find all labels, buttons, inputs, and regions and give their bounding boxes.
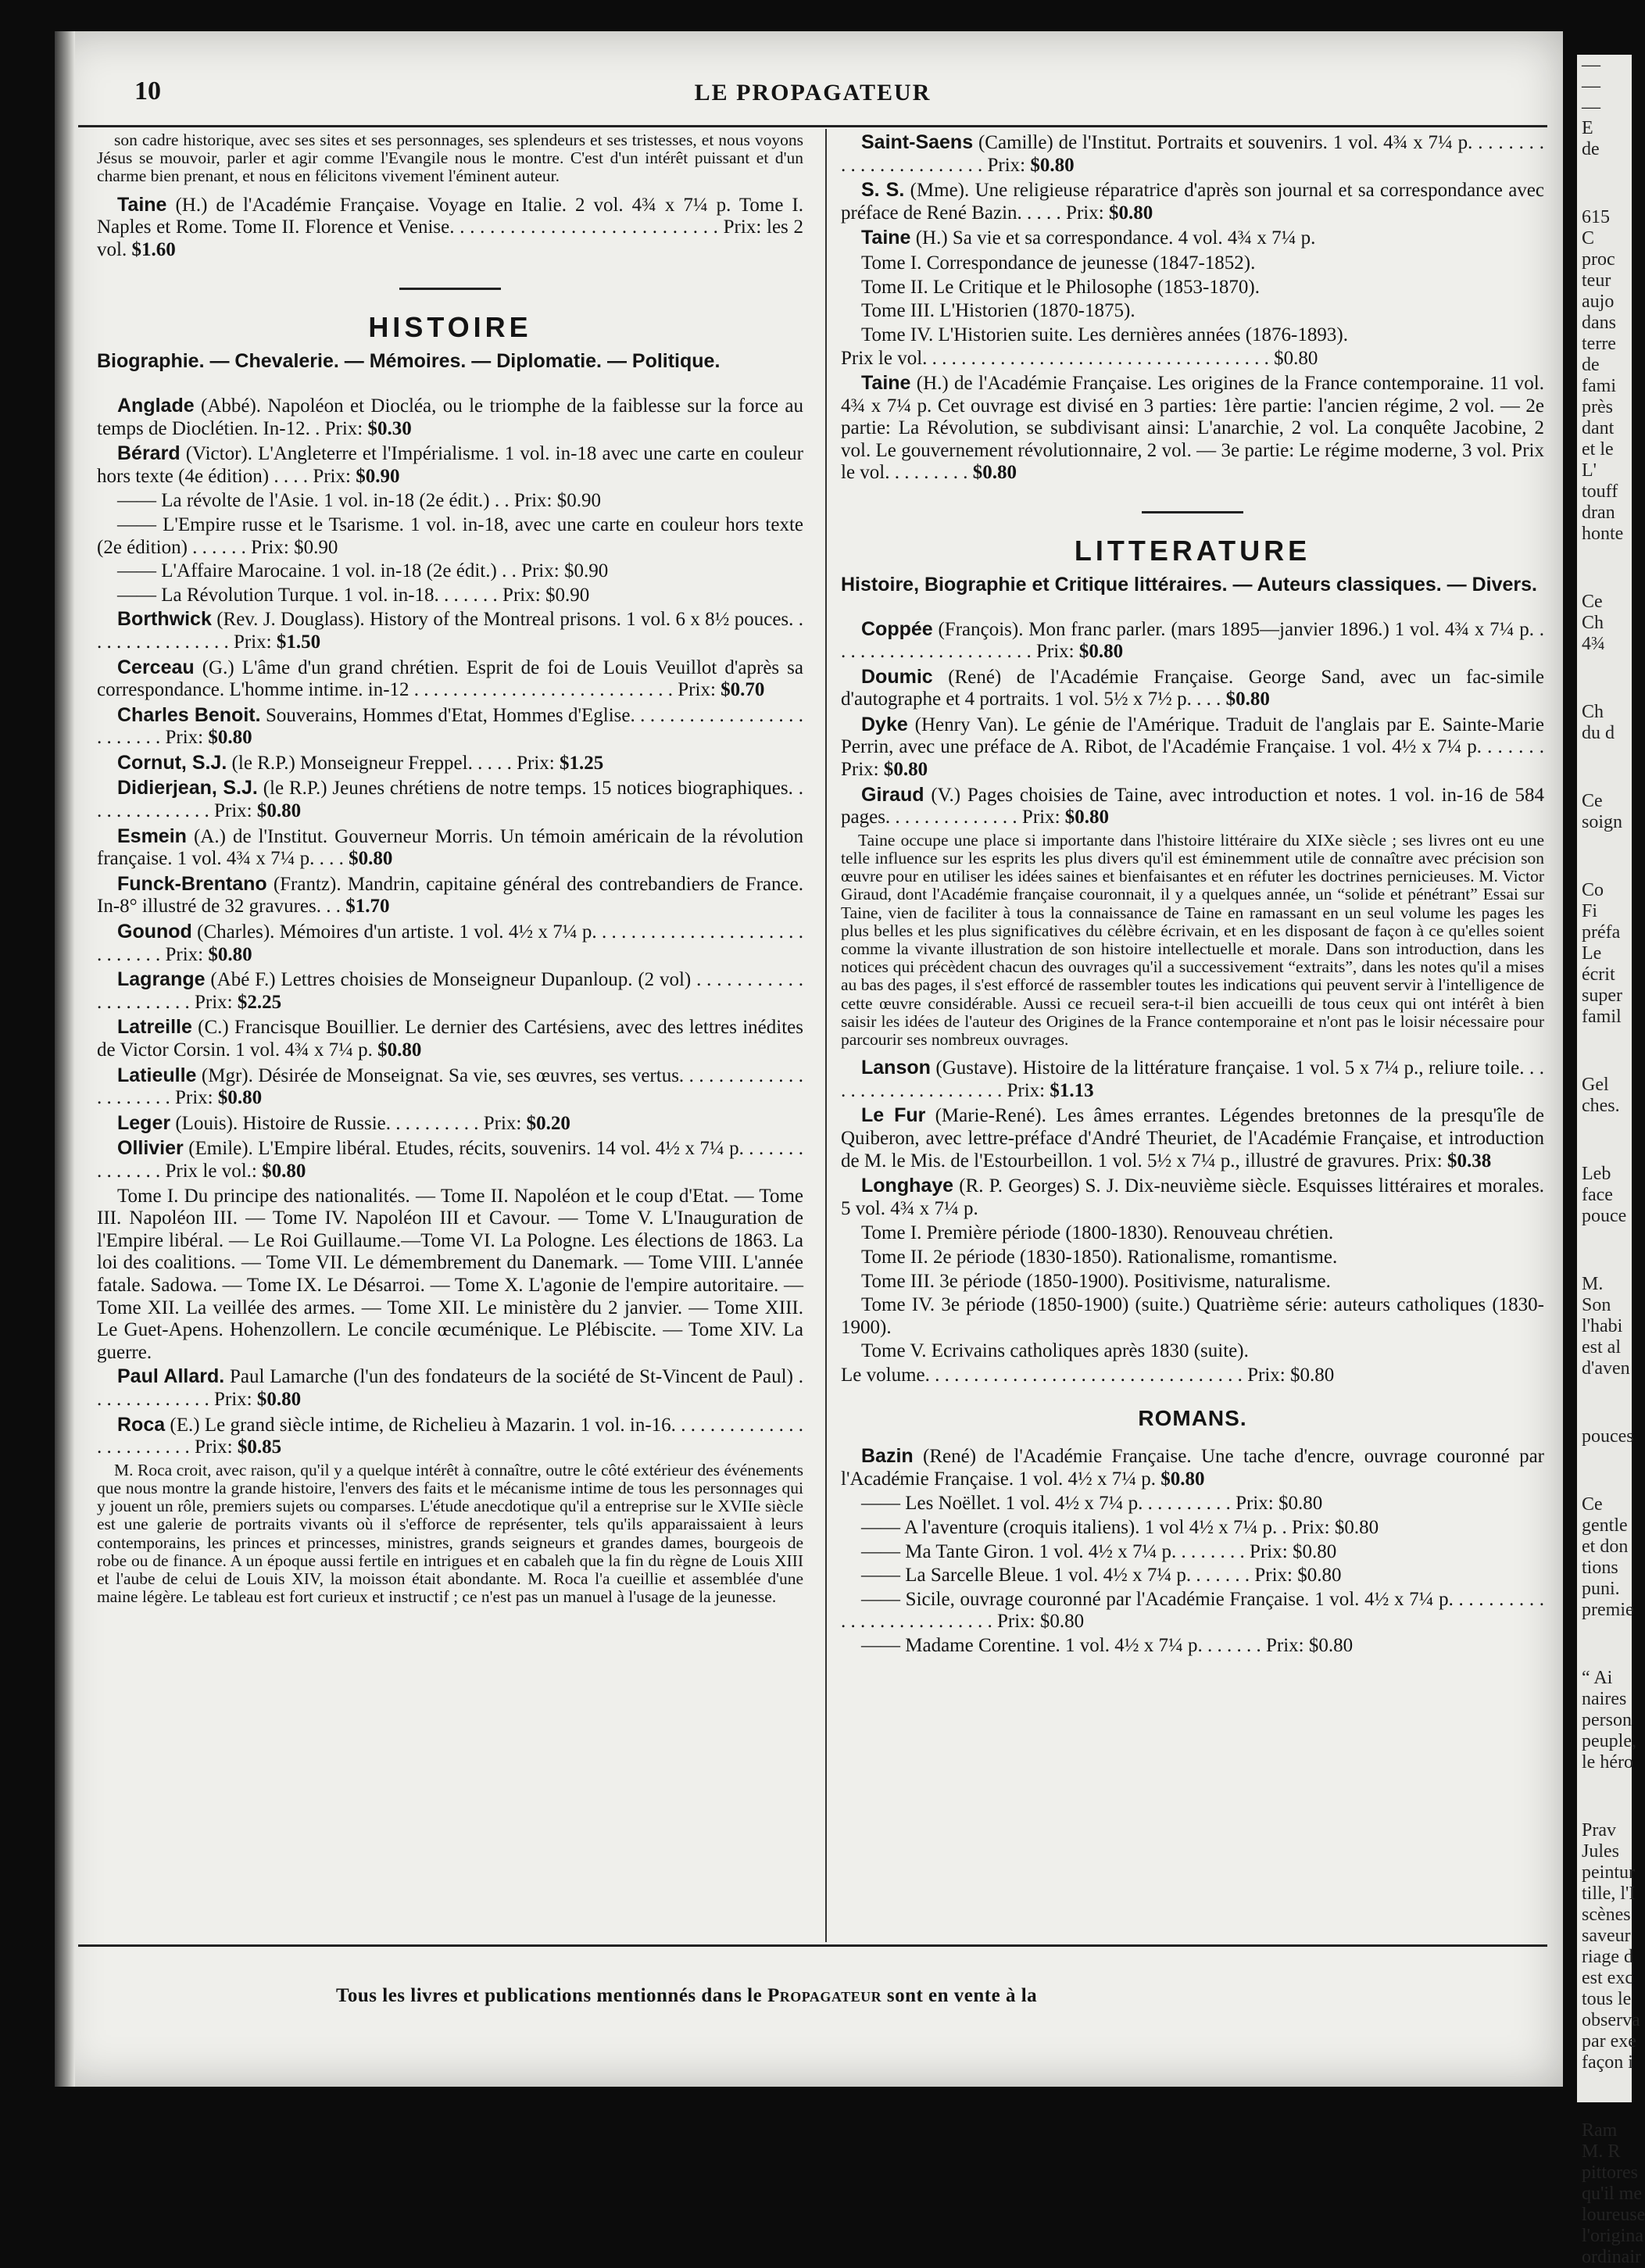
fragment-text: tous le — [1582, 1989, 1632, 2009]
entry-price: $0.80 — [883, 759, 928, 781]
fragment-gap — [1577, 545, 1632, 592]
book-entry — [97, 921, 803, 966]
book-entry — [97, 752, 803, 775]
book-entry — [97, 1414, 803, 1459]
entry-text: (François). Mon franc parler. (mars 1895—janvier 1896.) 1 vol. 4¾ x 7¼ p. . . . . . . . . . . . . . . . . . . . . . Prix: — [841, 618, 1544, 663]
entry-text: —— Ma Tante Giron. 1 vol. 4½ x 7¼ p. . . . . . . . Prix: — [861, 1540, 1293, 1562]
entry-text: (E.) Le grand siècle intime, de Richelieu à Mazarin. 1 vol. in-16. . . . . . . . . . . . . . . . . . . . . . . . Prix: — [97, 1414, 803, 1458]
fragment-text: Ce — [1582, 592, 1603, 612]
entry-price: $0.80 — [1274, 348, 1318, 370]
book-entry — [97, 442, 803, 488]
fragment-text: premie — [1582, 1600, 1634, 1620]
footer-text: Tous les livres et publications mentionnés dans le — [336, 1985, 767, 2006]
entry-text: —— La révolte de l'Asie. 1 vol. in-18 (2e édit.) . . Prix: — [117, 490, 557, 512]
book-entry — [841, 227, 1544, 250]
book-entry — [841, 618, 1544, 664]
fragment-text: Ce — [1582, 1494, 1603, 1515]
entry-text: (Camille) de l'Institut. Portraits et souvenirs. 1 vol. 4¾ x 7¼ p. . . . . . . . . . . . . . . . . . . . . . . Prix: — [841, 132, 1544, 176]
book-entry-continued — [97, 490, 803, 513]
fragment-text: Prav — [1582, 1820, 1616, 1841]
fragment-text: M. R — [1582, 2141, 1621, 2162]
fragment-text: 615 — [1582, 207, 1610, 227]
entry-text: (René) de l'Académie Française. George Sand, avec un fac-simile d'autographe et 4 portraits. 1 vol. 5½ x 7½ p. . . . — [841, 666, 1544, 710]
entry-text: (Rev. J. Douglass). History of the Montreal prisons. 1 vol. 6 x 8½ pouces. . . . . . . . . . . . . . . . Prix: — [97, 609, 803, 653]
fragment-text: Son — [1582, 1295, 1611, 1315]
fragment-gap — [1577, 1447, 1632, 1494]
entry-price: $1.70 — [345, 896, 390, 918]
fragment-text: teur — [1582, 270, 1611, 291]
entry-text: (le R.P.) Monseigneur Freppel. . . . . Prix: — [227, 752, 560, 774]
journal-title: LE PROPAGATEUR — [694, 80, 932, 106]
fragment-text: pittores — [1582, 2162, 1638, 2183]
roca-review: M. Roca croit, avec raison, qu'il y a quelque intérêt à connaître, outre le côté extérieur des événements que nous montre la grande histoire, l'envers des faits et le mécanisme intime de tous les personnages qui y jouent un rôle, premiers sujets ou comparses. L'étude anecdotique qu'il a entreprise sur le XVIIe siècle est une galerie de portraits vivants où il s'efforce de représenter, tels qu'ils apparaissaient à leurs contemporains, les princes et princesses, ministres, grands seigneurs et grandes dames, bourgeois de robe ou de finance. A un époque aussi fertile en intrigues et en cabaleh que la fin du règne de Louis XIII et l'aube de celui de Louis XIV, la moisson était abondante. M. Roca l'a cueillie et assemblée d'une maine légère. Le tableau est fort curieux et instructif ; ce n'est pas un manuel à l'usage de la jeunesse. — [97, 1460, 803, 1607]
volume-line: Tome I. Première période (1800-1830). Renouveau chrétien. — [861, 1222, 1334, 1244]
fragment-text: et le — [1582, 439, 1614, 460]
fragment-text: famil — [1582, 1007, 1622, 1027]
entry-author: Giraud — [861, 783, 924, 806]
fragment-text: Ram — [1582, 2120, 1618, 2141]
entry-price: $0.80 — [208, 943, 252, 965]
entry-text: (V.) Pages choisies de Taine, avec introduction et notes. 1 vol. in-16 de 584 pages. . . . . . . . . . . . . . Prix: — [841, 784, 1544, 828]
entry-text: —— Madame Corentine. 1 vol. 4½ x 7¼ p. . . . . . . Prix: — [861, 1634, 1309, 1656]
fragment-text: — — [1582, 76, 1600, 96]
entry-author: Funck-Brentano — [117, 872, 267, 895]
entry-price: $1.13 — [1050, 1079, 1094, 1101]
fragment-gap — [1577, 833, 1632, 880]
book-entry — [841, 666, 1544, 711]
entry-author: Cerceau — [117, 656, 195, 678]
entry-price: $2.25 — [237, 991, 282, 1013]
book-entry — [97, 656, 803, 702]
fragment-text: préfa — [1582, 922, 1621, 943]
book-entry — [841, 131, 1544, 177]
footer-rule — [78, 1944, 1547, 1947]
giraud-review: Taine occupe une place si importante dans l'histoire littéraire du XIXe siècle ; ses livres ont eu une telle influence sur les esprits les plus divers qu'il est éminemment utile de connaître avec précision son œuvre pour en utiliser les idées saines et bienfaisantes et en réfuter les doctrines pernicieuses. M. Victor Giraud, dont l'Académie française couronnait, il y a quelques année, un “solide et pénétrant” Essai sur Taine, vien de faciliter à tous la connaissance de Taine en ramassant en un seul volume les pages les plus belles et les plus significatives du célèbre écrivain, et en les disposant de façon à ce qu'elles soient comme la vivante illustration de son histoire intellectuelle et morale. Dans son introduction, dans les notices qui précèdent chacun des ouvrages qu'il a successivement “extraits”, dans les notes qu'il a mises au bas des pages, il s'est efforcé de rassembler toutes les indications qui peuvent servir à l'intelligence de cette œuvre considérable. Aussi ce recueil sera-t-il bien accueilli de tous ceux qui ont intérêt à bien saisir les idées de l'auteur des Origines de la France contemporaine et n'ont pas le loisir nécessaire pour parcourir ses nombreux ouvrages. — [841, 830, 1544, 1050]
footer-note — [336, 1985, 1037, 2007]
volume-line: Tome IV. 3e période (1850-1900) (suite.) Quatrième série: auteurs catholiques (1830-1900). — [841, 1294, 1544, 1338]
book-entry — [97, 777, 803, 822]
book-entry — [841, 784, 1544, 829]
fragment-text: Gel — [1582, 1075, 1609, 1095]
fragment-text: loureuse — [1582, 2205, 1645, 2225]
entry-author: Anglade — [117, 394, 195, 417]
entry-text: —— La Sarcelle Bleue. 1 vol. 4½ x 7¼ p. . . . . . . Prix: — [861, 1565, 1298, 1587]
fragment-text: Ce — [1582, 791, 1603, 811]
book-entry-continued — [841, 1635, 1544, 1658]
page-binding-shadow — [55, 31, 75, 2087]
fragment-text: Leb — [1582, 1164, 1611, 1184]
fragment-gap — [1577, 1379, 1632, 1426]
book-entry — [841, 714, 1544, 782]
volume-line: Tome II. Le Critique et le Philosophe (1853-1870). — [861, 276, 1260, 298]
entry-author: Ollivier — [117, 1137, 184, 1160]
entry-text: (Mgr). Désirée de Monseignat. Sa vie, ses œuvres, ses vertus. . . . . . . . . . . . . . . . . . . . . Prix: — [97, 1064, 803, 1109]
footer-propagateur: Propagateur — [767, 1985, 882, 2006]
fragment-text: ches. — [1582, 1096, 1620, 1116]
footer-text: sont en vente à la — [882, 1985, 1038, 2006]
book-entry-continued — [841, 1493, 1544, 1515]
fragment-text: est al — [1582, 1337, 1621, 1358]
fragment-text: ordinair — [1582, 2247, 1641, 2267]
fragment-text: fami — [1582, 376, 1616, 396]
fragment-text: près — [1582, 397, 1613, 417]
book-entry — [97, 395, 803, 440]
entry-price: $0.80 — [1039, 1611, 1085, 1633]
volume-line: Tome II. 2e période (1830-1850). Rationalisme, romantisme. — [861, 1247, 1338, 1268]
next-page-fragment — [1577, 55, 1645, 2267]
fragment-text: C — [1582, 228, 1595, 249]
entry-price: $0.20 — [526, 1112, 570, 1134]
entry-author: Borthwick — [117, 608, 212, 631]
entry-price: $0.90 — [356, 465, 400, 487]
entry-price: $0.85 — [237, 1436, 282, 1458]
entry-author: Saint-Saens — [861, 131, 974, 153]
column-divider — [825, 129, 827, 1942]
entry-price: $0.80 — [256, 800, 302, 822]
entry-price: $0.80 — [972, 462, 1017, 484]
entry-author: Taine — [861, 227, 911, 249]
entry-price: $1.60 — [131, 238, 176, 260]
book-entry-continued — [841, 1541, 1544, 1564]
entry-text: (R. P. Georges) S. J. Dix-neuvième siècle. Esquisses littéraires et morales. 5 vol. 4¾ x 7¼ p. — [841, 1175, 1544, 1219]
entry-price: $0.90 — [294, 536, 338, 558]
entry-price: $0.80 — [1225, 689, 1270, 710]
entry-price: $0.80 — [1160, 1468, 1205, 1490]
fragment-gap — [1577, 655, 1632, 702]
fragment-text: qu'il me — [1582, 2184, 1642, 2204]
entry-text: (Abé F.) Lettres choisies de Monseigneur Dupanloup. (2 vol) . . . . . . . . . . . . . . . . . . . . . Prix: — [97, 969, 803, 1013]
fragment-text: person — [1582, 1710, 1632, 1730]
book-entry — [97, 825, 803, 871]
fragment-text: face — [1582, 1185, 1613, 1205]
entry-price: $0.90 — [556, 490, 601, 512]
fragment-text: riage d — [1582, 1947, 1633, 1967]
entry-text: (Charles). Mémoires d'un artiste. 1 vol. 4½ x 7¼ p. . . . . . . . . . . . . . . . . . . . . . . . . . . . . Prix: — [97, 921, 803, 965]
entry-author: Taine — [117, 193, 167, 216]
fragment-text: super — [1582, 986, 1622, 1006]
entry-text: Prix le vol. . . . . . . . . . . . . . . . . . . . . . . . . . . . . . . . . . . . — [841, 348, 1275, 370]
entry-author: Cornut, S.J. — [117, 751, 227, 774]
fragment-gap — [1577, 744, 1632, 791]
entry-author: S. S. — [861, 179, 905, 202]
section-title-litterature: LITTERATURE — [1074, 534, 1311, 567]
book-entry — [97, 1016, 803, 1061]
fragment-gap — [1577, 1028, 1632, 1075]
volume-line: Tome I. Correspondance de jeunesse (1847-1852). — [861, 252, 1256, 274]
entry-text: (Abbé). Napoléon et Diocléa, ou le triomphe de la faiblesse sur la force au temps de Dioclétien. In-12. . Prix: — [97, 395, 803, 439]
entry-text: (H.) de l'Académie Française. Voyage en Italie. 2 vol. 4¾ x 7¼ p. Tome I. Naples et Rome. Tome II. Florence et Venise. . . . . . . . . . . . . . . . . . . . . . . . . . . Prix: les 2 vol. — [97, 194, 803, 260]
right-column — [841, 131, 1544, 1659]
entry-price: $0.80 — [1030, 154, 1075, 176]
entry-text: (C.) Francisque Bouillier. Le dernier des Cartésiens, avec des lettres inédites de Victor Corsin. 1 vol. 4¾ x 7¼ p. — [97, 1017, 803, 1061]
entry-text: Souverains, Hommes d'Etat, Hommes d'Eglise. . . . . . . . . . . . . . . . . . . . . . . . . Prix: — [97, 704, 803, 749]
entry-text: (Henry Van). Le génie de l'Amérique. Traduit de l'anglais par E. Sainte-Marie Perrin, avec une préface de A. Ribot, de l'Académie Française. 1 vol. 4½ x 7¼ p. . . . . . . Prix: — [841, 714, 1544, 781]
fragment-text: proc — [1582, 249, 1615, 270]
book-entry — [97, 1112, 803, 1136]
book-entry — [97, 608, 803, 653]
entry-author: Paul Allard. — [117, 1365, 225, 1388]
entry-author: Doumic — [861, 665, 933, 688]
entry-price: $0.80 — [1064, 807, 1110, 828]
entry-author: Leger — [117, 1111, 171, 1134]
entry-price: $0.80 — [1078, 641, 1124, 663]
book-entry — [97, 704, 803, 749]
entry-text: (Emile). L'Empire libéral. Etudes, récits, souvenirs. 14 vol. 4½ x 7¼ p. . . . . . . . . . . . . . Prix le vol.: — [97, 1138, 803, 1182]
fragment-text: touff — [1582, 481, 1618, 502]
entry-price: $0.80 — [208, 727, 252, 749]
fragment-text: pouces — [1582, 1426, 1634, 1447]
book-entry — [97, 1064, 803, 1110]
entry-text: (H.) de l'Académie Française. Les origines de la France contemporaine. 11 vol. 4¾ x 7¼ p. Cet ouvrage est divisé en 3 parties: 1ère partie: l'ancien régime, 2 vol. — 2e partie: La Révolution, se subdivisant ainsi: L'anarchie, 2 vol. La conquête Jacobine, 2 vol. Le gouvernement révolutionnaire, 2 vol. — 3e partie: Le régime moderne, 3 vol. Prix le vol. . . . . . . . . — [841, 372, 1544, 484]
fragment-text: Fi — [1582, 901, 1598, 921]
entry-price: $0.80 — [262, 1160, 306, 1182]
fragment-gap — [1577, 1117, 1632, 1164]
entry-author: Latreille — [117, 1016, 192, 1039]
entry-author: Lagrange — [117, 968, 206, 991]
fragment-text: gentle — [1582, 1515, 1628, 1536]
entry-text: (Louis). Histoire de Russie. . . . . . . . . . Prix: — [170, 1112, 527, 1134]
entry-text: (le R.P.) Jeunes chrétiens de notre temps. 15 notices biographiques. . . . . . . . . . . . . . Prix: — [97, 778, 803, 822]
fragment-text: est exc — [1582, 1968, 1633, 1988]
fragment-text: de — [1582, 355, 1600, 375]
fragment-text: L' — [1582, 460, 1597, 481]
entry-text: (Gustave). Histoire de la littérature française. 1 vol. 5 x 7¼ p., reliure toile. . . . . . . . . . . . . . . . . . . . Prix: — [841, 1057, 1544, 1101]
fragment-text: dant — [1582, 418, 1615, 438]
fragment-text: pouce — [1582, 1206, 1627, 1226]
book-entry — [97, 968, 803, 1014]
fragment-text: — — [1582, 97, 1600, 117]
intro-paragraph: son cadre historique, avec ses sites et ses personnages, ses splendeurs et ses tristesses, et nous voyons Jésus se mouvoir, parler et agir comme l'Evangile nous le montre. C'est d'un intérêt puissant et d'un charme bien prenant, et nous en félicitons vivement l'éminent auteur. — [97, 131, 803, 186]
entry-author: Taine — [861, 371, 911, 394]
fragment-text: terre — [1582, 334, 1616, 354]
entry-price: $0.80 — [1278, 1493, 1323, 1515]
entry-author: Latieulle — [117, 1064, 197, 1086]
entry-author: Charles Benoit. — [117, 703, 261, 726]
entry-price: $0.80 — [256, 1388, 302, 1410]
entry-price: $1.25 — [559, 752, 604, 774]
entry-author: Le Fur — [861, 1104, 926, 1127]
entry-price: $1.50 — [276, 631, 321, 653]
fragment-text: puni. — [1582, 1579, 1620, 1599]
fragment-text: dans — [1582, 313, 1616, 333]
entry-text: (Mme). Une religieuse réparatrice d'après son journal et sa correspondance avec préface de René Bazin. . . . . Prix: — [841, 180, 1544, 224]
fragment-text: écrit — [1582, 964, 1615, 985]
entry-price: $0.80 — [349, 848, 393, 870]
book-entry-continued — [97, 560, 803, 583]
fragment-text: par exe — [1582, 2031, 1636, 2052]
price-line — [841, 348, 1544, 370]
entry-price: $0.30 — [367, 417, 412, 439]
fragment-text: peuple, — [1582, 1731, 1636, 1751]
entry-price: $0.80 — [1297, 1565, 1342, 1587]
fragment-text: l'origina — [1582, 2226, 1643, 2246]
entry-text: (A.) de l'Institut. Gouverneur Morris. Un témoin américain de la révolution française. 1 vol. 4¾ x 7¼ p. . . . — [97, 825, 803, 870]
book-entry-continued — [841, 1565, 1544, 1587]
fragment-text: tions — [1582, 1558, 1618, 1578]
fragment-text: observa — [1582, 2010, 1640, 2030]
fragment-text: soign — [1582, 812, 1623, 832]
entry-text: (H.) Sa vie et sa correspondance. 4 vol. 4¾ x 7¼ p. — [910, 227, 1316, 249]
fragment-text: E — [1582, 118, 1593, 138]
entry-price: $0.70 — [721, 679, 765, 701]
entry-author: Lanson — [861, 1057, 931, 1079]
fragment-gap — [1577, 1227, 1632, 1274]
entry-author: Roca — [117, 1413, 166, 1436]
entry-text: (Victor). L'Angleterre et l'Impérialisme. 1 vol. in-18 avec une carte en couleur hors texte (4e édition) . . . . Prix: — [97, 443, 803, 487]
section-title-romans: ROMANS. — [1138, 1405, 1247, 1430]
fragment-text: peintur — [1582, 1862, 1635, 1883]
book-entry — [97, 1137, 803, 1182]
fragment-text: “ Ai — [1582, 1668, 1613, 1688]
entry-text: Paul Lamarche (l'un des fondateurs de la société de St-Vincent de Paul) . . . . . . . . . . . . . Prix: — [97, 1366, 803, 1410]
entry-author: Longhaye — [861, 1175, 954, 1197]
fragment-text: Jules — [1582, 1841, 1619, 1862]
entry-text: —— Les Noëllet. 1 vol. 4½ x 7¼ p. . . . . . . . . . Prix: — [861, 1493, 1278, 1515]
page-header — [78, 77, 1547, 123]
book-entry — [841, 372, 1544, 485]
fragment-gap — [1577, 2073, 1632, 2120]
entry-price: $0.90 — [545, 584, 590, 606]
entry-price: $0.80 — [1108, 202, 1153, 224]
entry-author: Coppée — [861, 617, 933, 640]
volume-line: Tome V. Ecrivains catholiques après 1830 (suite). — [861, 1340, 1249, 1362]
entry-text: (Frantz). Mandrin, capitaine général des contrebandiers de France. In-8° illustré de 32 gravures. . . — [97, 873, 803, 918]
entry-text: (G.) L'âme d'un grand chrétien. Esprit de foi de Louis Veuillot d'après sa correspondance. L'homme intime. in-12 . . . . . . . . . . . . . . . . . . . . . . . . . . . Prix: — [97, 656, 803, 701]
entry-text: —— L'Affaire Marocaine. 1 vol. in-18 (2e édit.) . . Prix: — [117, 560, 564, 582]
fragment-text: de — [1582, 139, 1600, 159]
fragment-gap — [1577, 160, 1632, 207]
entry-author: Bérard — [117, 442, 181, 465]
book-entry-continued — [97, 514, 803, 559]
fragment-text: — — [1582, 55, 1600, 75]
entry-text: (René) de l'Académie Française. Une tache d'encre, ouvrage couronné par l'Académie Française. 1 vol. 4½ x 7¼ p. — [841, 1446, 1544, 1490]
entry-price: $0.80 — [217, 1087, 263, 1109]
fragment-text: M. — [1582, 1274, 1604, 1294]
entry-price: $0.80 — [377, 1039, 422, 1061]
entry-text: —— Sicile, ouvrage couronné par l'Académie Française. 1 vol. 4½ x 7¼ p. . . . . . . . . . . . . . . . . . . . . . . . . . Prix: — [841, 1588, 1544, 1633]
book-entry — [97, 1365, 803, 1411]
fragment-text: naires — [1582, 1689, 1627, 1709]
section-separator — [399, 288, 501, 290]
entry-author: Gounod — [117, 921, 192, 943]
fragment-text: Le — [1582, 943, 1602, 964]
entry-price: $0.80 — [1289, 1365, 1335, 1386]
book-entry — [97, 873, 803, 918]
fragment-text: tille, l'I — [1582, 1883, 1636, 1904]
book-entry — [841, 1175, 1544, 1220]
fragment-gap — [1577, 1773, 1632, 1820]
price-line — [841, 1365, 1544, 1387]
entry-author: Bazin — [861, 1445, 914, 1468]
entry-text: (Marie-René). Les âmes errantes. Légendes bretonnes de la presqu'île de Quiberon, avec lettre-préface d'André Theuriet, de l'Académie Française, et introduction de M. le Mis. de l'Estourbeillon. 1 vol. 5½ x 7¼ p., illustré de gravures. Prix: — [841, 1105, 1544, 1172]
book-entry — [841, 1445, 1544, 1490]
header-rule — [78, 125, 1547, 127]
entry-price: $0.80 — [1308, 1634, 1354, 1656]
book-entry-continued — [97, 585, 803, 607]
fragment-text: et don — [1582, 1536, 1629, 1557]
section-title-histoire: HISTOIRE — [368, 311, 532, 344]
volume-line: Tome III. 3e période (1850-1900). Positivisme, naturalisme. — [861, 1270, 1331, 1292]
fragment-text: Ch — [1582, 613, 1604, 633]
section-separator — [1142, 511, 1243, 513]
fragment-text: saveur — [1582, 1926, 1631, 1946]
fragment-text: Co — [1582, 880, 1604, 900]
fragment-text: l'habi — [1582, 1316, 1623, 1336]
entry-text: —— La Révolution Turque. 1 vol. in-18. . . . . . . Prix: — [117, 584, 545, 606]
fragment-text: du d — [1582, 723, 1615, 743]
volume-line: Tome III. L'Historien (1870-1875). — [861, 300, 1135, 322]
section-subtitle-histoire: Biographie. — Chevalerie. — Mémoires. — Diplomatie. — Politique. — [97, 349, 721, 372]
entry-text: Le volume. . . . . . . . . . . . . . . . . . . . . . . . . . . . . . . . . Prix: — [841, 1365, 1290, 1386]
fragment-text: 4¾ — [1582, 634, 1605, 654]
fragment-text: Ch — [1582, 702, 1604, 722]
ollivier-tomes: Tome I. Du principe des nationalités. — Tome II. Napoléon et le coup d'Etat. — Tome III. Napoléon III. — Tome IV. Napoléon III et Cavour. — Tome V. L'Inauguration de l'Empire libéral. — Le Roi Guillaume.—Tome VI. La Pologne. Les élections de 1863. La loi des coalitions. — Tome VII. Le démembrement du Danemark. — Tome VIII. L'année fatale. Sadowa. — Tome IX. Le Désarroi. — Tome X. L'agonie de l'empire autoritaire. — Tome XII. La veillée des armes. — Tome XII. Le ministère du 2 janvier. — Tome XIII. Le Guet-Apens. Hohenzollern. Le concile œcuménique. Le Plébiscite. — Tome XIV. La guerre. — [97, 1185, 803, 1363]
section-subtitle-litterature: Histoire, Biographie et Critique littéraires. — Auteurs classiques. — Divers. — [841, 573, 1538, 596]
entry-author: Esmein — [117, 825, 187, 847]
book-entry-continued — [841, 1589, 1544, 1633]
entry-taine-voyage — [97, 194, 803, 262]
histoire-entries — [97, 395, 803, 1606]
fragment-gap — [1577, 1621, 1632, 1668]
fragment-text: honte — [1582, 524, 1624, 544]
volume-line: Tome IV. L'Historien suite. Les dernières années (1876-1893). — [861, 324, 1348, 345]
entry-price: $0.38 — [1447, 1150, 1492, 1172]
page-number: 10 — [134, 77, 161, 106]
entry-price: $0.80 — [1334, 1516, 1379, 1538]
book-entry — [841, 179, 1544, 224]
fragment-text: d'aven — [1582, 1358, 1630, 1379]
fragment-text: scènes — [1582, 1905, 1631, 1925]
entry-author: Dyke — [861, 713, 908, 735]
book-entry — [841, 1104, 1544, 1172]
book-entry — [841, 1057, 1544, 1102]
fragment-text: aujo — [1582, 292, 1615, 312]
fragment-text: dran — [1582, 503, 1615, 523]
entry-price: $0.90 — [563, 560, 609, 582]
fragment-text: façon i — [1582, 2052, 1633, 2073]
entry-text: —— A l'aventure (croquis italiens). 1 vol 4½ x 7¼ p. . Prix: — [861, 1516, 1335, 1538]
left-column — [97, 131, 803, 1614]
book-entry-continued — [841, 1517, 1544, 1540]
entry-text: —— L'Empire russe et le Tsarisme. 1 vol. in-18, avec une carte en couleur hors texte (2e édition) . . . . . . Prix: — [97, 513, 803, 558]
fragment-text: le héro — [1582, 1752, 1633, 1773]
entry-price: $0.80 — [1292, 1540, 1337, 1562]
entry-author: Didierjean, S.J. — [117, 777, 258, 800]
